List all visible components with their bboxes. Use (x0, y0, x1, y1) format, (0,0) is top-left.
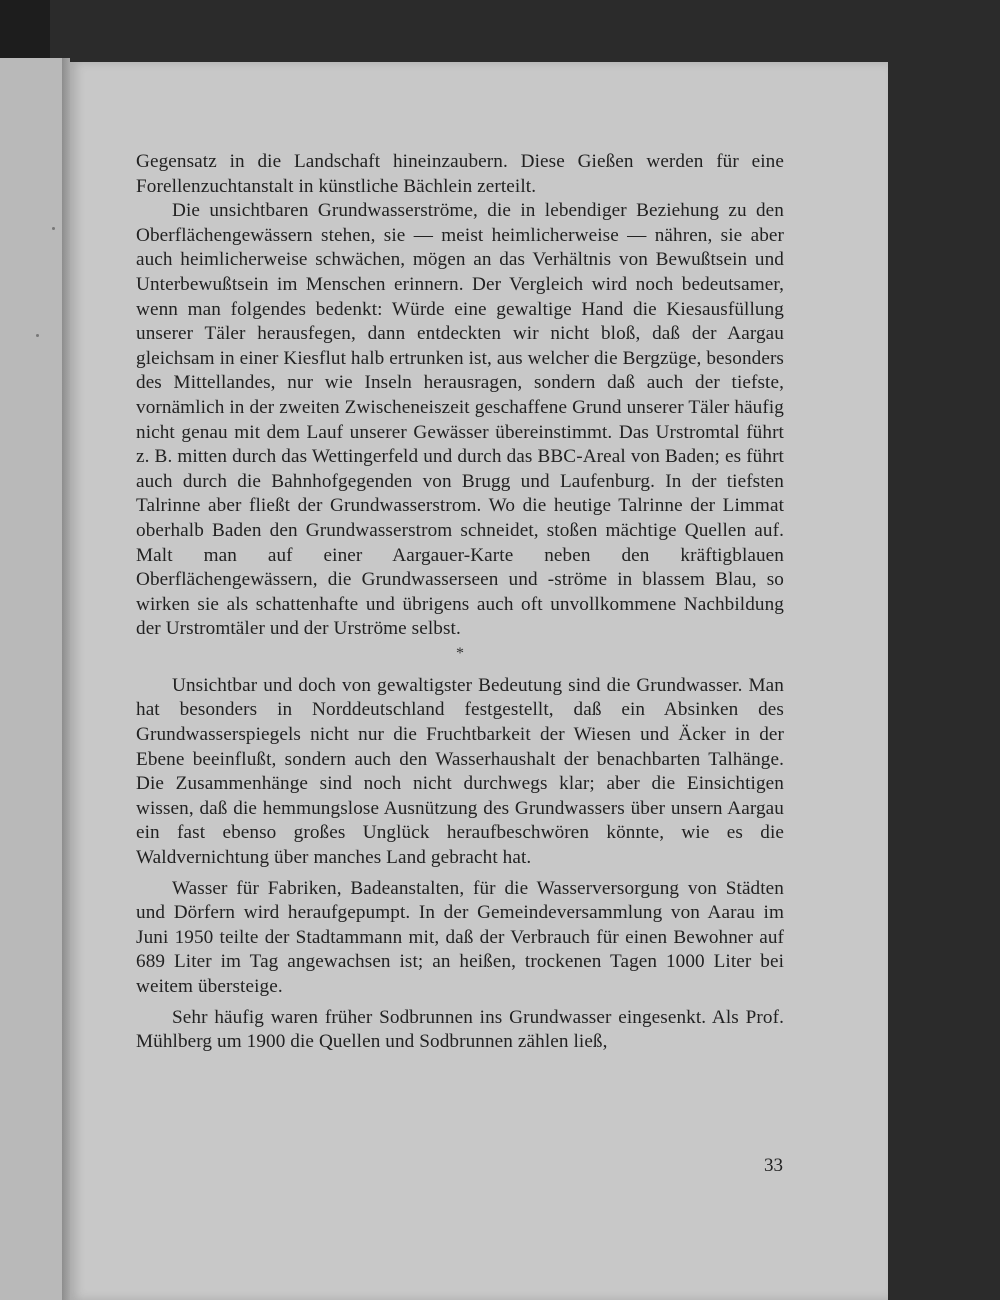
paragraph: Gegensatz in die Landschaft hineinzaubern. Diese Gießen werden für eine Forellenzuchtanstalt in künstliche Bächlein zerteilt. (136, 151, 784, 197)
facing-page-edge (0, 58, 68, 1300)
book-page (70, 62, 888, 1300)
paragraph: Sehr häufig waren früher Sodbrunnen ins Grundwasser eingesenkt. Als Prof. Mühlberg um 1900 die Quellen und Sodbrunnen zählen ließ, (136, 1006, 784, 1053)
section-separator: * (455, 644, 465, 662)
page-number: 33 (764, 1155, 783, 1176)
paragraph: Unsichtbar und doch von gewaltigster Bedeutung sind die Grundwasser. Man hat besonders in Norddeutschland festgestellt, daß ein Absinken des Grundwasserspiegels nicht nur die Fruchtbarkeit der Wiesen und Äcker in der Ebene beeinflußt, sondern auch den Wasserhaushalt der benachbarten Talhänge. Die Zusammenhänge sind noch nicht durchwegs klar; aber die Einsichtigen wissen, daß die hemmungslose Ausnützung des Grundwassers über unsern Aargau ein fast ebenso großes Unglück heraufbeschwören könnte, wie es die Waldvernichtung über manches Land gebracht hat. (136, 674, 784, 869)
paragraph: Wasser für Fabriken, Badeanstalten, für die Wasserversorgung von Städten und Dörfern wird heraufgepumpt. In der Gemeindeversammlung von Aarau im Juni 1950 teilte der Stadtammann mit, daß der Verbrauch für einen Bewohner auf 689 Liter im Tag angewachsen ist; an heißen, trockenen Tagen 1000 Liter bei weitem übersteige. (136, 877, 784, 997)
book-gutter (62, 58, 70, 1300)
dust-speck (52, 227, 55, 230)
body-text (136, 150, 784, 1055)
dust-speck (36, 334, 39, 337)
paragraph: Die unsichtbaren Grundwasserströme, die in lebendiger Beziehung zu den Oberflächengewässern stehen, sie — meist heimlicherweise — nähren, sie aber auch heimlicherweise schwächen, mögen an das Verhältnis von Bewußtsein und Unterbewußtsein im Menschen erinnern. Der Vergleich wird noch bedeutsamer, wenn man folgendes bedenkt: Würde eine gewaltige Hand die Kiesausfüllung unserer Täler herausfegen, dann entdeckten wir nicht bloß, daß der Aargau gleichsam in einer Kiesflut halb ertrunken ist, aus welcher die Bergzüge, besonders des Mittellandes, nur wie Inseln herausragen, sondern daß auch der tiefste, vornämlich in der zweiten Zwischeneiszeit geschaffene Grund unserer Täler häufig nicht genau mit dem Lauf unserer Gewässer übereinstimmt. Das Urstromtal führt z. B. mitten durch das Wettingerfeld und durch das BBC-Areal von Baden; es führt auch durch die Bahnhofgegenden von Brugg und Laufenburg. In der tiefsten Talrinne aber fließt der Grundwasserstrom. Wo die heutige Talrinne der Limmat oberhalb Baden den Grundwasserstrom schneidet, stoßen mächtige Quellen auf. Malt man auf einer Aargauer-Karte neben den kräftigblauen Oberflächengewässern, die Grundwasserseen und -ströme in blassem Blau, so wirken sie als schattenhafte und übrigens auch oft unvollkommene Nachbildung der Urstromtäler und der Urströme selbst. (136, 200, 784, 640)
